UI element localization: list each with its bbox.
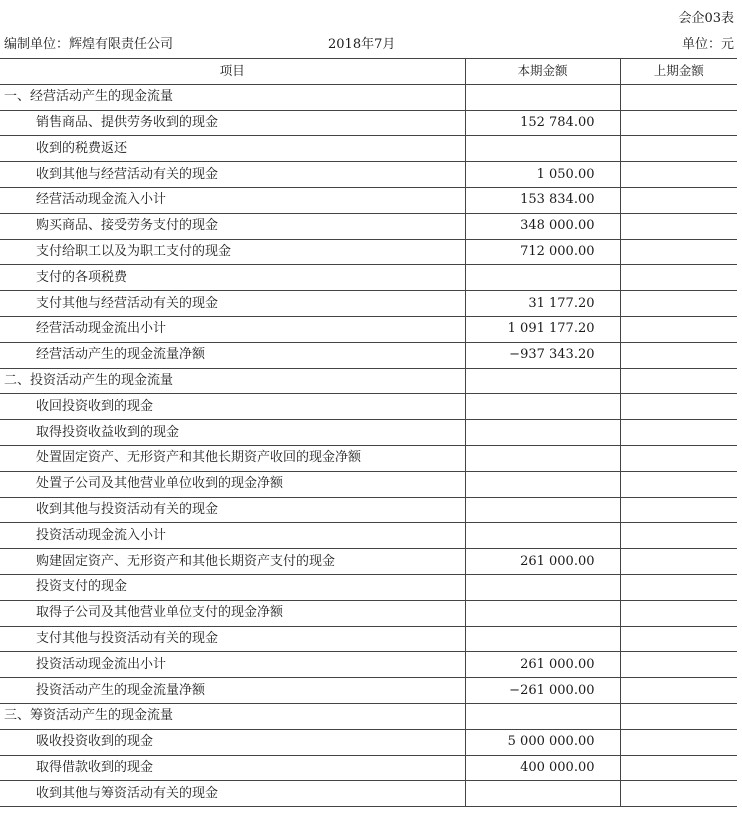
previous-period-amount [620, 213, 737, 239]
line-item-label: 购建固定资产、无形资产和其他长期资产支付的现金 [0, 549, 465, 575]
line-item-label: 收到其他与经营活动有关的现金 [0, 162, 465, 188]
line-item-label: 投资活动现金流出小计 [0, 652, 465, 678]
table-row [0, 471, 737, 497]
previous-period-amount [620, 162, 737, 188]
previous-period-amount [620, 678, 737, 704]
column-header-current-amount: 本期金额 [465, 59, 620, 85]
previous-period-amount [620, 445, 737, 471]
line-item-label: 经营活动现金流入小计 [0, 187, 465, 213]
previous-period-amount [620, 781, 737, 807]
previous-period-amount [620, 316, 737, 342]
previous-period-amount [620, 574, 737, 600]
line-item-label: 支付给职工以及为职工支付的现金 [0, 239, 465, 265]
table-row [0, 394, 737, 420]
current-period-amount: −261 000.00 [465, 678, 620, 704]
table-row [0, 213, 737, 239]
table-row [0, 652, 737, 678]
line-item-label: 收到其他与投资活动有关的现金 [0, 497, 465, 523]
report-period: 2018年7月 [328, 37, 396, 52]
current-period-amount: 31 177.20 [465, 291, 620, 317]
line-item-label: 经营活动产生的现金流量净额 [0, 342, 465, 368]
previous-period-amount [620, 265, 737, 291]
current-period-amount [465, 497, 620, 523]
section-row [0, 368, 737, 394]
current-period-amount [465, 574, 620, 600]
table-row [0, 187, 737, 213]
table-row [0, 265, 737, 291]
section-title: 三、筹资活动产生的现金流量 [0, 703, 465, 729]
previous-period-amount [620, 523, 737, 549]
current-period-amount [465, 394, 620, 420]
table-row [0, 574, 737, 600]
current-period-amount [465, 626, 620, 652]
previous-period-amount [620, 187, 737, 213]
table-row [0, 781, 737, 807]
current-period-amount: 5 000 000.00 [465, 729, 620, 755]
line-item-label: 经营活动现金流出小计 [0, 316, 465, 342]
previous-period-amount [620, 729, 737, 755]
current-period-amount: 348 000.00 [465, 213, 620, 239]
previous-period-amount [620, 626, 737, 652]
current-period-amount [465, 781, 620, 807]
line-item-label: 投资支付的现金 [0, 574, 465, 600]
table-row [0, 316, 737, 342]
line-item-label: 支付其他与投资活动有关的现金 [0, 626, 465, 652]
previous-period-amount [620, 110, 737, 136]
current-period-amount: 400 000.00 [465, 755, 620, 781]
previous-period-amount [620, 342, 737, 368]
current-period-amount: 712 000.00 [465, 239, 620, 265]
line-item-label: 投资活动现金流入小计 [0, 523, 465, 549]
current-period-amount: 261 000.00 [465, 549, 620, 575]
table-row [0, 110, 737, 136]
table-row [0, 678, 737, 704]
table-row [0, 729, 737, 755]
line-item-label: 购买商品、接受劳务支付的现金 [0, 213, 465, 239]
current-period-amount [465, 471, 620, 497]
current-period-amount [465, 265, 620, 291]
previous-period-amount [620, 755, 737, 781]
previous-period-amount [620, 549, 737, 575]
previous-period-amount [620, 136, 737, 162]
current-period-amount: 1 050.00 [465, 162, 620, 188]
section-title: 二、投资活动产生的现金流量 [0, 368, 465, 394]
previous-period-amount [620, 652, 737, 678]
report-meta [0, 33, 742, 51]
table-row [0, 420, 737, 446]
table-header-row [0, 59, 737, 85]
line-item-label: 支付其他与经营活动有关的现金 [0, 291, 465, 317]
current-period-amount: 261 000.00 [465, 652, 620, 678]
current-period-amount [465, 368, 620, 394]
previous-period-amount [620, 497, 737, 523]
previous-period-amount [620, 84, 737, 110]
line-item-label: 销售商品、提供劳务收到的现金 [0, 110, 465, 136]
current-period-amount: 152 784.00 [465, 110, 620, 136]
cash-flow-table [0, 58, 737, 807]
table-row [0, 342, 737, 368]
current-period-amount: −937 343.20 [465, 342, 620, 368]
line-item-label: 处置子公司及其他营业单位收到的现金净额 [0, 471, 465, 497]
line-item-label: 取得子公司及其他营业单位支付的现金净额 [0, 600, 465, 626]
table-row [0, 549, 737, 575]
current-period-amount [465, 523, 620, 549]
previous-period-amount [620, 420, 737, 446]
table-row [0, 755, 737, 781]
previous-period-amount [620, 471, 737, 497]
line-item-label: 投资活动产生的现金流量净额 [0, 678, 465, 704]
current-period-amount [465, 445, 620, 471]
table-row [0, 136, 737, 162]
table-row [0, 445, 737, 471]
line-item-label: 收回投资收到的现金 [0, 394, 465, 420]
table-row [0, 162, 737, 188]
line-item-label: 收到的税费返还 [0, 136, 465, 162]
current-period-amount: 1 091 177.20 [465, 316, 620, 342]
column-header-previous-amount: 上期金额 [620, 59, 737, 85]
line-item-label: 取得借款收到的现金 [0, 755, 465, 781]
previous-period-amount [620, 291, 737, 317]
company-name: 编制单位：辉煌有限责任公司 [4, 37, 174, 52]
previous-period-amount [620, 368, 737, 394]
line-item-label: 收到其他与筹资活动有关的现金 [0, 781, 465, 807]
current-period-amount [465, 703, 620, 729]
line-item-label: 处置固定资产、无形资产和其他长期资产收回的现金净额 [0, 445, 465, 471]
table-row [0, 600, 737, 626]
line-item-label: 吸收投资收到的现金 [0, 729, 465, 755]
current-period-amount [465, 600, 620, 626]
previous-period-amount [620, 703, 737, 729]
section-title: 一、经营活动产生的现金流量 [0, 84, 465, 110]
line-item-label: 取得投资收益收到的现金 [0, 420, 465, 446]
section-row [0, 703, 737, 729]
table-row [0, 239, 737, 265]
previous-period-amount [620, 239, 737, 265]
previous-period-amount [620, 394, 737, 420]
current-period-amount [465, 136, 620, 162]
section-row [0, 84, 737, 110]
table-row [0, 497, 737, 523]
current-period-amount [465, 420, 620, 446]
form-code: 会企03表 [678, 11, 734, 26]
column-header-item: 项目 [0, 59, 465, 85]
table-row [0, 626, 737, 652]
previous-period-amount [620, 600, 737, 626]
line-item-label: 支付的各项税费 [0, 265, 465, 291]
current-period-amount: 153 834.00 [465, 187, 620, 213]
current-period-amount [465, 84, 620, 110]
table-row [0, 523, 737, 549]
currency-unit: 单位：元 [681, 37, 734, 52]
table-row [0, 291, 737, 317]
